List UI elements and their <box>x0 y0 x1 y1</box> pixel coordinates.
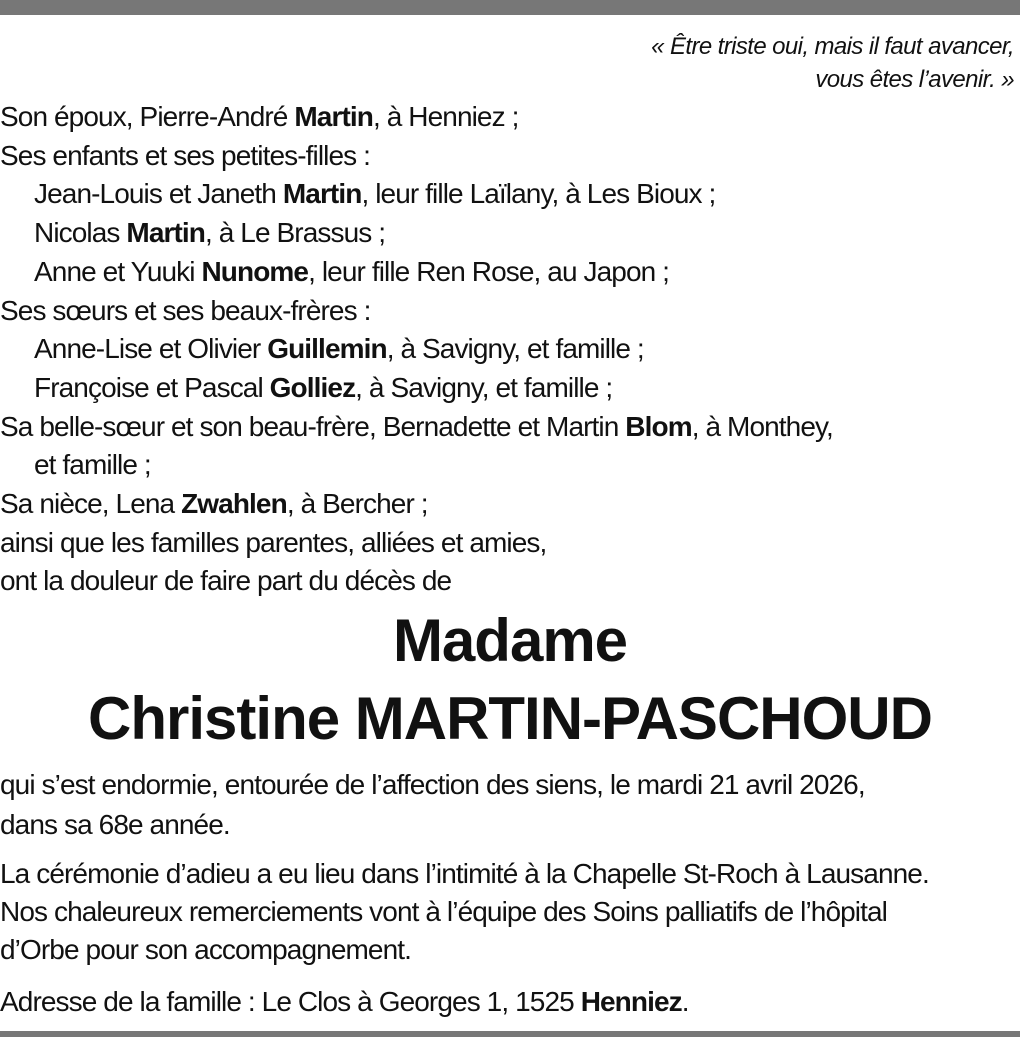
family-line <box>0 98 1020 137</box>
family-list <box>0 98 1020 601</box>
quote-line-1: « Être triste oui, mais il faut avancer, <box>651 33 1014 60</box>
family-line <box>0 562 1020 601</box>
family-text: Jean-Louis et Janeth <box>34 178 283 210</box>
family-line <box>0 137 1020 176</box>
family-text: , à Le Brassus ; <box>205 217 386 249</box>
family-surname: Nunome <box>201 255 309 287</box>
family-line <box>0 330 1020 369</box>
family-line <box>0 253 1020 292</box>
family-surname: Golliez <box>269 371 356 403</box>
family-line <box>0 369 1020 408</box>
family-line <box>0 214 1020 253</box>
quote-line-2: vous êtes l’avenir. » <box>815 66 1014 93</box>
family-line <box>0 485 1020 524</box>
family-text: , à Henniez ; <box>372 101 519 132</box>
family-text: ont la douleur de faire part du décès de <box>0 565 452 597</box>
family-text: , à Savigny, et famille ; <box>355 371 613 403</box>
family-surname: Guillemin <box>267 333 387 365</box>
family-text: Sa nièce, Lena <box>0 488 182 520</box>
family-line <box>0 175 1020 214</box>
epigraph-quote <box>651 30 1014 96</box>
family-text: ainsi que les familles parentes, alliées et amies, <box>0 526 547 558</box>
bottom-border-rule <box>0 1031 1020 1037</box>
ceremony-line-2: Nos chaleureux remerciements vont à l’équipe des Soins palliatifs de l’hôpital <box>0 896 887 927</box>
address-town: Henniez <box>580 986 682 1017</box>
ceremony-paragraph <box>0 855 1020 969</box>
family-text: Ses enfants et ses petites-filles : <box>0 139 371 171</box>
family-text: Anne-Lise et Olivier <box>34 333 268 365</box>
family-line <box>0 408 1020 447</box>
family-text: , leur fille Laïlany, à Les Bioux ; <box>361 178 716 210</box>
family-text: , leur fille Ren Rose, au Japon ; <box>308 255 670 287</box>
address-prefix: Adresse de la famille : Le Clos à Georges 1, 1525 <box>0 986 581 1017</box>
ceremony-line-1: La cérémonie d’adieu a eu lieu dans l’intimité à la Chapelle St-Roch à Lausanne. <box>0 858 929 889</box>
ceremony-line-3: d’Orbe pour son accompagnement. <box>0 934 412 965</box>
death-line-1: qui s’est endormie, entourée de l’affection des siens, le mardi 21 avril 2026, <box>0 769 865 800</box>
family-text: , à Monthey, <box>691 410 833 442</box>
family-line <box>0 292 1020 331</box>
family-text: , à Savigny, et famille ; <box>386 333 644 365</box>
family-line <box>0 524 1020 563</box>
death-announcement-paragraph <box>0 765 1020 845</box>
deceased-name: Christine MARTIN-PASCHOUD <box>88 685 932 752</box>
family-surname: Zwahlen <box>181 488 287 520</box>
family-text: Sa belle-sœur et son beau-frère, Bernadette et Martin <box>0 410 626 442</box>
family-text: Nicolas <box>34 217 127 249</box>
family-surname: Blom <box>625 410 692 442</box>
family-text: Françoise et Pascal <box>34 371 270 403</box>
family-text: Son époux, Pierre-André <box>0 101 295 132</box>
family-surname: Martin <box>282 178 362 210</box>
deceased-title: Madame <box>392 607 628 674</box>
address-suffix: . <box>681 986 689 1017</box>
top-border-rule <box>0 0 1020 15</box>
family-text: et famille ; <box>34 449 151 481</box>
family-line <box>0 446 1020 485</box>
family-address-paragraph <box>0 983 1020 1021</box>
deceased-name-block <box>0 602 1020 758</box>
family-text: Ses sœurs et ses beaux-frères : <box>0 294 371 326</box>
family-surname: Martin <box>126 217 205 249</box>
death-line-2: dans sa 68e année. <box>0 809 230 840</box>
family-text: Anne et Yuuki <box>34 255 202 287</box>
family-text: , à Bercher ; <box>286 488 428 520</box>
family-surname: Martin <box>294 101 373 132</box>
